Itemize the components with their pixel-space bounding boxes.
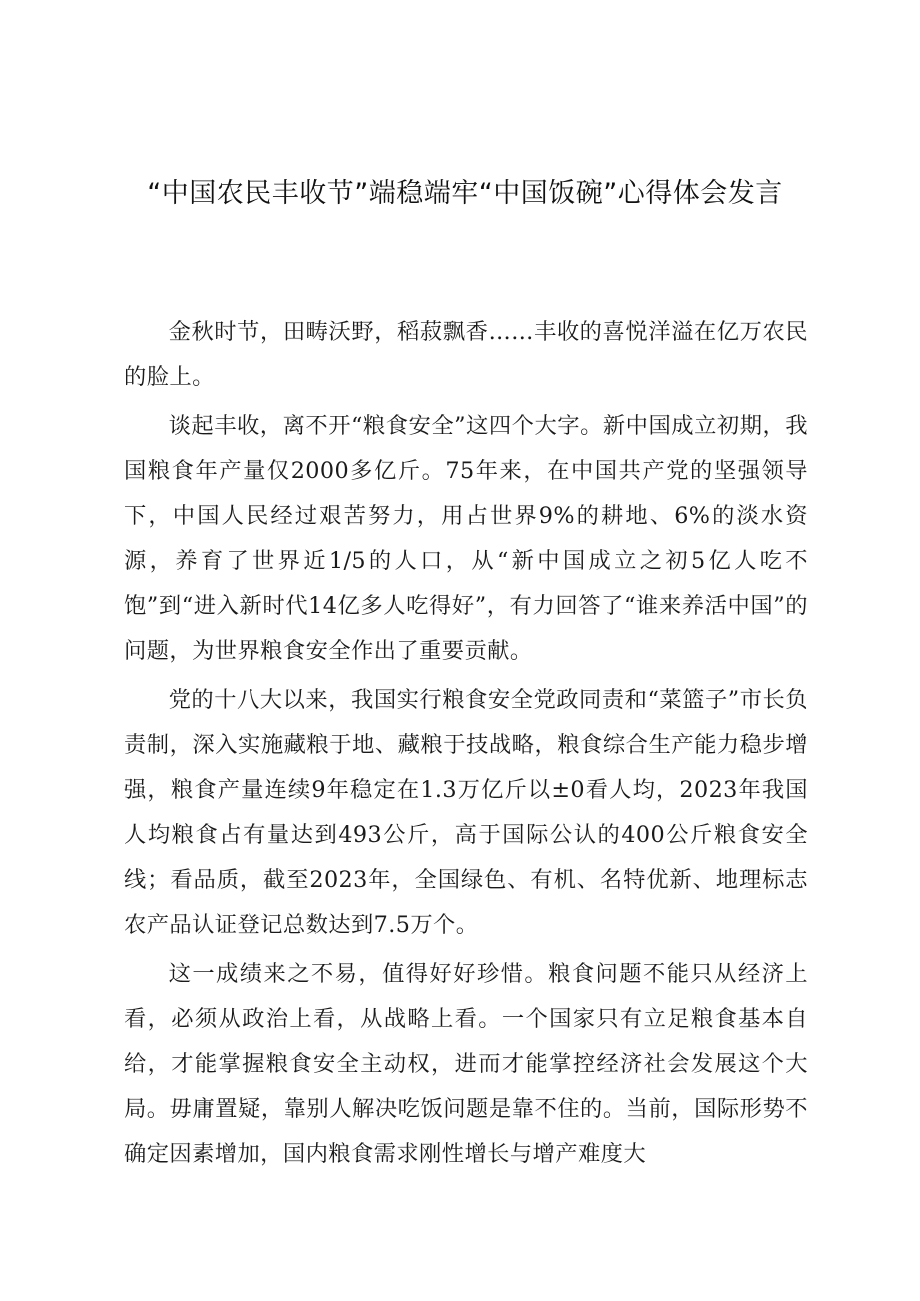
paragraph-1: 金秋时节，田畴沃野，稻菽飘香……丰收的喜悦洋溢在亿万农民的脸上。 [124, 319, 808, 390]
document-body [124, 310, 808, 1181]
paragraph-2: 谈起丰收，离不开“粮食安全”这四个大字。新中国成立初期，我国粮食年产量仅2000多亿斤。75年来，在中国共产党的坚强领导下，中国人民经过艰苦努力，用占世界9%的耕地、6%的淡水资源，养育了世界近1/5的人口，从“新中国成立之初5亿人吃不饱”到“进入新时代14亿多人吃得好”，有力回答了“谁来养活中国”的问题，为世界粮食安全作出了重要贡献。 [124, 413, 808, 664]
document-title: “中国农民丰收节”端稳端牢“中国饭碗”心得体会发言 [147, 178, 783, 209]
paragraph-3: 党的十八大以来，我国实行粮食安全党政同责和“菜篮子”市长负责制，深入实施藏粮于地、藏粮于技战略，粮食综合生产能力稳步增强，粮食产量连续9年稳定在1.3万亿斤以±0看人均，2023年我国人均粮食占有量达到493公斤，高于国际公认的400公斤粮食安全线；看品质，截至2023年，全国绿色、有机、名特优新、地理标志农产品认证登记总数达到7.5万个。 [124, 687, 808, 938]
paragraph-4: 这一成绩来之不易，值得好好珍惜。粮食问题不能只从经济上看，必须从政治上看，从战略上看。一个国家只有立足粮食基本自给，才能掌握粮食安全主动权，进而才能掌控经济社会发展这个大局。毋庸置疑，靠别人解决吃饭问题是靠不住的。当前，国际形势不确定因素增加，国内粮食需求刚性增长与增产难度大 [124, 961, 808, 1167]
